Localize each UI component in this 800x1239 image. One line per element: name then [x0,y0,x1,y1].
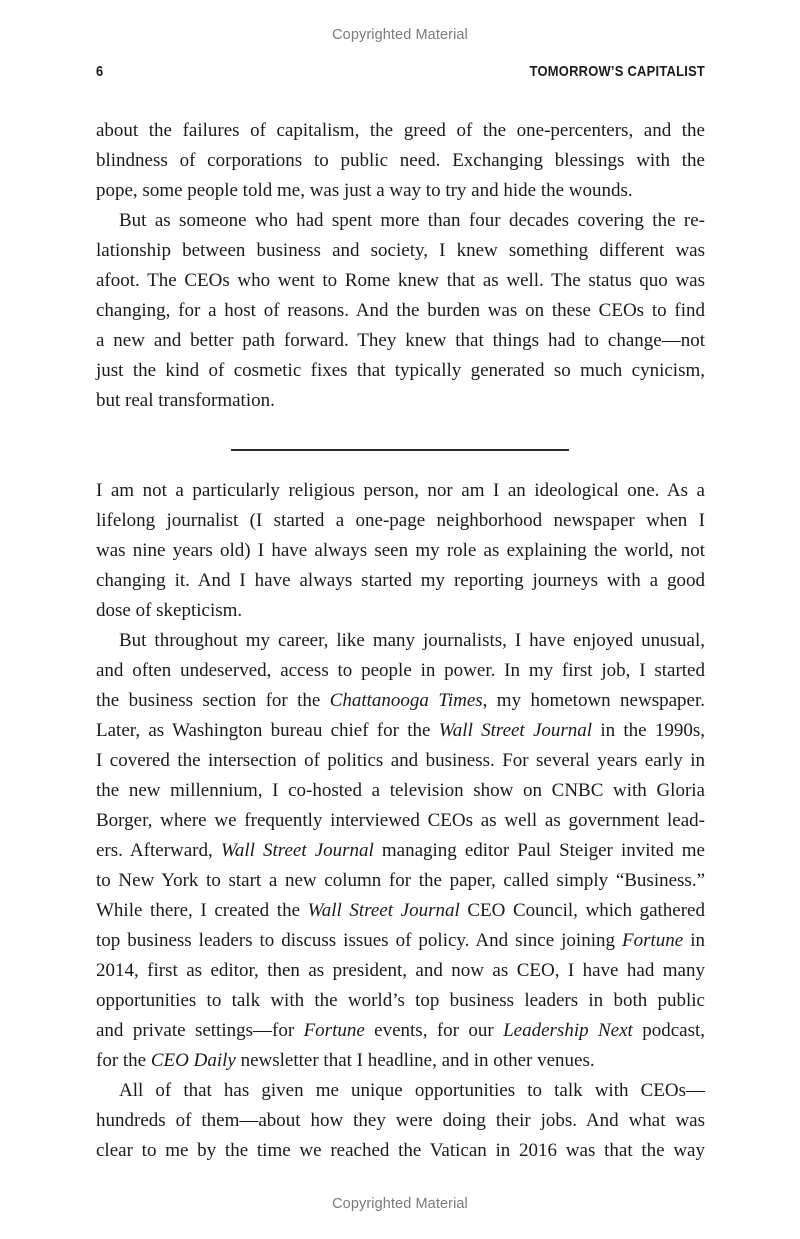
italic-title: Leadership Next [503,1020,633,1041]
text-line: opportunities to talk with the world’s top business leaders in both public [96,990,705,1011]
text-line [96,1016,705,1046]
italic-title: Chattanooga Times [329,690,483,711]
text-line [96,686,705,716]
italic-title: Wall Street Journal [438,720,593,741]
text-span: newsletter that I headline, and in other venues. [235,1050,595,1071]
text-line: All of that has given me unique opportunities to talk with CEOs— [119,1080,705,1101]
page-number: 6 [96,63,104,80]
paragraph [96,1076,705,1166]
italic-title: CEO Daily [150,1050,236,1071]
italic-title: Fortune [622,930,684,951]
text-line: 2014, first as editor, then as president, and now as CEO, I have had many [96,960,705,981]
text-span: While there, I created the [96,900,308,921]
text-line: was nine years old) I have always seen my role as explaining the world, not [96,540,705,561]
paragraph [96,476,705,626]
section-break-rule [231,449,569,451]
text-line: Borger, where we frequently interviewed CEOs as well as government lead- [96,810,705,831]
text-line: a new and better path forward. They knew that things had to change—not [96,330,705,351]
text-line: I am not a particularly religious person, nor am I an ideological one. As a [96,480,705,501]
text-line [96,926,705,956]
running-head [96,63,705,83]
italic-title: Wall Street Journal [220,840,374,861]
text-line: about the failures of capitalism, the greed of the one-percenters, and the [96,120,705,141]
italic-title: Wall Street Journal [307,900,460,921]
text-line [96,1046,705,1076]
text-line: I covered the intersection of politics and business. For several years early in [96,750,705,771]
text-line [96,836,705,866]
section-1-text [96,116,705,416]
text-span: in the 1990s, [592,720,706,741]
text-line: the new millennium, I co-hosted a television show on CNBC with Gloria [96,780,705,801]
text-line: to New York to start a new column for the paper, called simply “Business.” [96,870,705,891]
paragraph [96,206,705,416]
paragraph [96,626,705,1076]
text-line: dose of skepticism. [96,600,243,621]
text-line: just the kind of cosmetic fixes that typically generated so much cynicism, [96,360,705,381]
paragraph [96,116,705,206]
text-line: hundreds of them—about how they were doing their jobs. And what was [96,1110,705,1131]
text-line [96,896,705,926]
text-span: top business leaders to discuss issues of policy. And since joining [96,930,622,951]
text-line: lifelong journalist (I started a one-page neighborhood newspaper when I [96,510,705,531]
text-line: changing it. And I have always started my reporting journeys with a good [96,570,705,591]
text-line: But as someone who had spent more than four decades covering the re- [119,210,705,231]
text-line: and often undeserved, access to people in power. In my first job, I started [96,660,705,681]
copyright-watermark-bottom: Copyrighted Material [332,1196,468,1212]
text-span: , my hometown newspaper. [482,690,706,711]
text-line: But throughout my career, like many journalists, I have enjoyed unusual, [119,630,705,651]
text-line: blindness of corporations to public need. Exchanging blessings with the [96,150,705,171]
text-line: clear to me by the time we reached the Vatican in 2016 was that the way [96,1140,705,1161]
text-span: Later, as Washington bureau chief for the [96,720,439,741]
copyright-watermark-top: Copyrighted Material [332,27,468,43]
text-span: and private settings—for [96,1020,304,1041]
text-span: the business section for the [96,690,330,711]
text-line: but real transformation. [96,390,275,411]
text-line: afoot. The CEOs who went to Rome knew that as well. The status quo was [96,270,705,291]
text-line [96,716,705,746]
text-span: podcast, [632,1020,705,1041]
text-line: pope, some people told me, was just a way to try and hide the wounds. [96,180,633,201]
text-span: managing editor Paul Steiger invited me [373,840,705,861]
text-line: lationship between business and society, I knew something different was [96,240,705,261]
book-title: TOMORROW’S CAPITALIST [529,63,705,80]
text-span: CEO Council, which gathered [459,900,705,921]
section-2-text [96,476,705,1166]
text-line: changing, for a host of reasons. And the burden was on these CEOs to find [96,300,705,321]
text-span: ers. Afterward, [96,840,221,861]
italic-title: Fortune [303,1020,365,1041]
text-span: in [683,930,706,951]
text-span: events, for our [364,1020,504,1041]
text-span: for the [96,1050,151,1071]
